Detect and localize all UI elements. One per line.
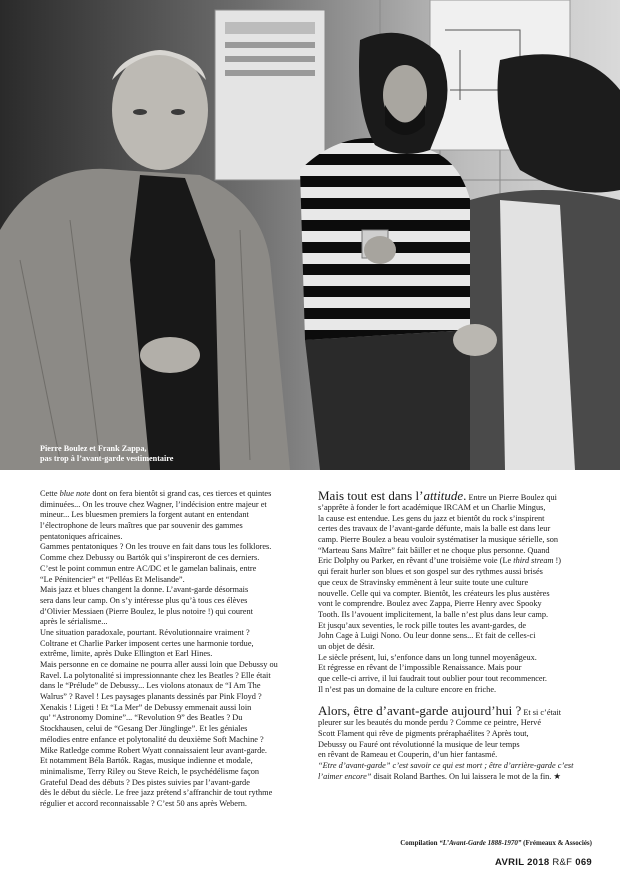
left-line-17: Mais personne en ce domaine ne pourra aller aussi loin que Debussy ou: [40, 660, 278, 669]
left-line-9: “Le Pénitencier” et “Pelléas Et Melisande”.: [40, 574, 185, 584]
left-line-12: d’Olivier Messiaen (Pierre Boulez, le plus notoire !) qui courent: [40, 606, 253, 616]
left-column: [40, 489, 308, 810]
left-line-28: Grateful Dead des débuts ? Des pistes suivies par l’avant-garde: [40, 777, 250, 787]
section-heading-1: Mais tout est dans l’attitude.: [318, 488, 467, 503]
left-line-23: Stockhausen, celui de “Gesang Der Jünglinge”. Et les géniales: [40, 724, 248, 734]
left-line-16: extrême, limite, après Duke Ellington et Earl Hines.: [40, 649, 213, 659]
right-heading-line-2: [318, 704, 610, 718]
left-line-3: mineur... Les bluesmen premiers la forgent autant en entendant: [40, 510, 249, 520]
right-para-2-line-5: “Etre d’avant-garde” c’est savoir ce qui est mort ; être d’arrière-garde c’est: [318, 761, 574, 771]
right-para-1-line-5: “Marteau Sans Maître” fait bâiller et ne choque plus personne. Quand: [318, 545, 550, 555]
left-line-5: pentatoniques africaines.: [40, 531, 123, 541]
left-line-27: minimalisme, Terry Riley ou Steve Reich, le psychédélisme façon: [40, 766, 260, 776]
right-para-1-line-12: Et jusqu’aux seventies, le rock pille toutes les avant-gardes, de: [318, 620, 527, 630]
section-heading-2: Alors, être d’avant-garde aujourd’hui ?: [318, 703, 522, 719]
right-para-2-line-3: Debussy ou Fauré ont révolutionné la musique de leur temps: [318, 739, 520, 749]
para-1-first: Entre un Pierre Boulez qui: [468, 493, 557, 502]
para-2-first: Et si c’était: [523, 708, 562, 718]
left-line-7: Comme chez Debussy ou Bartók qui s’inspireront de ces derniers.: [40, 553, 260, 563]
right-para-1-line-3: certes des travaux de l’avant-garde défunte, mais la balle est dans leur: [318, 524, 551, 534]
photo-caption: [40, 444, 173, 463]
caption-line-2: pas trop à l’avant-garde vestimentaire: [40, 453, 174, 463]
compilation-credit: Compilation “L’Avant-Garde 1888-1970” (Frémeaux & Associés): [400, 839, 592, 847]
left-line-22: qu’ “Astronomy Domine”... “Revolution 9” des Beatles ? Du: [40, 713, 243, 723]
left-line-18: Ravel. La polytonalité si impressionnante chez les Beatles ? Elle était: [40, 670, 271, 680]
left-line-6: Gammes pentatoniques ? On les trouve en fait dans tous les folklores.: [40, 542, 272, 552]
left-line-21: Xenakis ! Ligeti ! Et “La Mer” de Debussy emmenait aussi loin: [40, 702, 252, 712]
left-line-1: Cette blue note dont on fera bientôt si grand cas, ces tierces et quintes: [40, 489, 272, 498]
right-heading-line-1: [318, 489, 610, 503]
right-para-1-line-9: nouvelle. Celle qui va compter. Bientôt, les créateurs les plus austères: [318, 588, 550, 598]
right-para-1-line-17: que celle-ci arrive, il lui faudrait tout oublier pour tout recommencer.: [318, 674, 547, 683]
left-line-24: mélodies entre enfance et polytonalité du deuxième Soft Machine ?: [40, 734, 264, 744]
left-line-30: régulier et accord reconnaissable ? C’est 50 ans après Webern.: [40, 798, 247, 808]
left-line-15: Coltrane et Charlie Parker imposent certes une harmonie tordue,: [40, 638, 254, 648]
left-line-19: dans le “Prélude” de Debussy... Les violons atonaux de “I Am The: [40, 681, 261, 691]
right-para-1-line-16: Et régresse en rêvant de l’impossible Renaissance. Mais pour: [318, 663, 522, 673]
right-column: [318, 489, 610, 783]
right-para-1-line-18: Il n’est pas un domaine de la culture encore en friche.: [318, 684, 497, 694]
right-para-1-line-6: Eric Dolphy ou Parker, en rêvant d’une troisième voie (Le third stream !): [318, 556, 562, 566]
left-line-20: Walrus” ? Ravel ! Les paysages planants dessinés par Pink Floyd ?: [40, 692, 262, 702]
right-para-1-line-2: la cause est entendue. Les gens du jazz et bientôt du rock s’inspirent: [318, 513, 545, 523]
caption-line-1: Pierre Boulez et Frank Zappa,: [40, 444, 147, 453]
right-para-1-line-7: qui ferait hurler son blues et son gospel sur des rythmes aussi brisés: [318, 567, 543, 577]
right-para-1-line-15: Le siècle présent, lui, s’enfonce dans un long tunnel moyenâgeux.: [318, 652, 537, 662]
right-para-1-line-1: s’apprête à fonder le fort académique IRCAM et un Charlie Mingus,: [318, 503, 546, 512]
right-para-1-line-4: camp. Pierre Boulez a beau vouloir systématiser la musique sérielle, son: [318, 535, 559, 545]
right-para-1-line-8: que ceux de Stravinsky emmènent à leur suite toute une culture: [318, 577, 529, 587]
right-para-1-line-14: un objet de désir.: [318, 641, 375, 651]
right-para-1-line-13: John Cage à Luigi Nono. Ou leur donne sens... Et fait de celles-ci: [318, 631, 536, 641]
left-line-10: Mais jazz et blues changent la donne. L’avant-garde désormais: [40, 585, 249, 595]
right-para-2-line-4: en rêvant de Rameau et Couperin, d’un hier fantasmé.: [318, 750, 498, 760]
page-folio: [495, 857, 592, 868]
right-para-2-line-2: Scott Flament qui rêve de pigments préraphaélites ? Après tout,: [318, 729, 529, 739]
magazine-name: R&F: [552, 857, 573, 868]
left-line-4: l’électrophone de leurs maîtres que par souvenir des gammes: [40, 521, 243, 531]
left-line-26: Et notamment Béla Bartók. Ragas, musique indienne et modale,: [40, 756, 253, 766]
left-line-14: Une situation paradoxale, pourtant. Révolutionnaire vraiment ?: [40, 627, 250, 637]
left-line-8: C’est le point commun entre AC/DC et le gamelan balinais, entre: [40, 563, 257, 573]
right-para-2-line-6: l’aimer encore” disait Roland Barthes. On lui laissera le mot de la fin. ★: [318, 771, 561, 781]
left-line-25: Mike Ratledge comme Robert Wyatt connaissaient leur avant-garde.: [40, 745, 267, 755]
page-number: 069: [575, 857, 592, 868]
issue-date: AVRIL 2018: [495, 857, 550, 868]
right-para-1-line-10: vont le comprendre. Boulez avec Zappa, Pierre Henry avec Spooky: [318, 599, 542, 609]
right-para-2-line-1: pleurer sur les beautés du monde perdu ? Comme ce peintre, Hervé: [318, 718, 542, 728]
left-line-2: diminuées... On les trouve chez Wagner, l’indécision entre majeur et: [40, 499, 267, 509]
left-line-11: sera dans leur camp. On s’y intéresse plus qu’à tous ces élèves: [40, 595, 248, 605]
right-para-1-line-11: Tooth. Ils l’avouent implicitement, la balle n’est plus dans leur camp.: [318, 609, 549, 619]
left-line-13: après le sérialisme...: [40, 617, 108, 627]
left-line-29: dès le début du siècle. Le free jazz prétend s’affranchir de tout rythme: [40, 788, 273, 798]
